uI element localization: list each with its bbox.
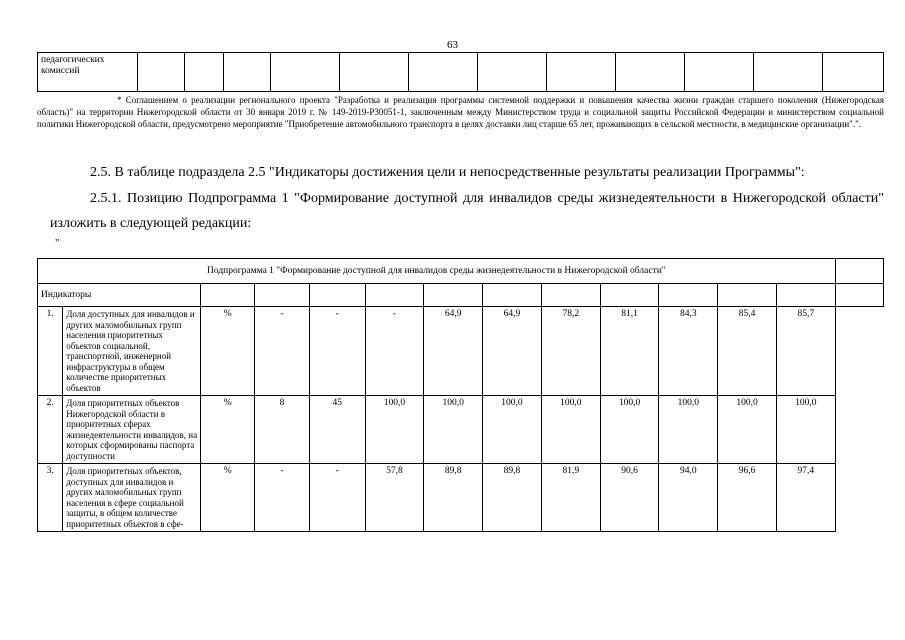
- value-cell: 100,0: [365, 396, 424, 464]
- table-cell: [424, 284, 483, 307]
- table-cell: [224, 53, 271, 92]
- value-cell: 89,8: [424, 464, 483, 532]
- table-row: [38, 464, 884, 532]
- table-cell: [185, 53, 224, 92]
- unit-cell: %: [201, 307, 255, 396]
- value-cell: 81,1: [600, 307, 659, 396]
- value-cell: -: [365, 307, 424, 396]
- value-cell: 89,8: [483, 464, 542, 532]
- value-cell: 78,2: [541, 307, 600, 396]
- paragraph: 2.5. В таблице подраздела 2.5 "Индикаторы достижения цели и непосредственные результаты реализации Программы":: [90, 165, 805, 180]
- value-cell: 100,0: [541, 396, 600, 464]
- indicator-name: Доля приоритетных объектов Нижегородской области в приоритетных сферах жизнедеятельности инвалидов, на которых сформированы паспорта доступности: [63, 396, 201, 464]
- unit-cell: %: [201, 464, 255, 532]
- value-cell: 100,0: [483, 396, 542, 464]
- value-cell: -: [255, 307, 310, 396]
- table-cell: [659, 284, 718, 307]
- page-number: 63: [447, 39, 458, 51]
- footnote: * Соглашением о реализации регионального проекта "Разработка и реализация программы системной поддержки и повышения качества жизни граждан старшего поколения (Нижегородская область)" на территории Нижегородской области от 30 января 2019 г. № 149-2019-P30051-1, заключенным между Министерством труда и социальной защиты Российской Федерации и министерством социальной политики Нижегородской области, предусмотрено мероприятие "Приобретение автомобильного транспорта в целях доставки лиц старше 65 лет, проживающих в сельской местности, в медицинские организации".".: [37, 95, 884, 129]
- table-cell: [201, 284, 255, 307]
- table-cell: [409, 53, 478, 92]
- table-cell: [835, 284, 883, 307]
- value-cell: 85,7: [776, 307, 835, 396]
- value-cell: 94,0: [659, 464, 718, 532]
- value-cell: 90,6: [600, 464, 659, 532]
- row-number: 1.: [38, 307, 63, 396]
- indicator-name: Доля приоритетных объектов, доступных для инвалидов и других маломобильных групп населения в сфере социальной защиты, в общем количестве приоритетных объектов в сфе-: [63, 464, 201, 532]
- indicator-name: Доля доступных для инвалидов и других маломобильных групп населения приоритетных объектов социальной, транспортной, инженерной инфраструктуры в общем количестве приоритетных объектов: [63, 307, 201, 396]
- table-cell: [616, 53, 685, 92]
- top-table: [37, 52, 884, 92]
- table-cell: [309, 284, 365, 307]
- value-cell: 100,0: [718, 396, 777, 464]
- table-cell: [754, 53, 823, 92]
- table-cell-label: педагогических комиссий: [38, 53, 138, 92]
- table-cell: [685, 53, 754, 92]
- table-cell: [718, 284, 777, 307]
- value-cell: 81,9: [541, 464, 600, 532]
- row-number: 3.: [38, 464, 63, 532]
- subprogram-title: Подпрограмма 1 "Формирование доступной для инвалидов среды жизнедеятельности в Нижегородской области": [38, 259, 836, 284]
- value-cell: -: [255, 464, 310, 532]
- value-cell: 100,0: [600, 396, 659, 464]
- value-cell: -: [309, 307, 365, 396]
- value-cell: 64,9: [483, 307, 542, 396]
- value-cell: 45: [309, 396, 365, 464]
- row-number: 2.: [38, 396, 63, 464]
- value-cell: 84,3: [659, 307, 718, 396]
- table-cell: [340, 53, 409, 92]
- table-row: [38, 307, 884, 396]
- table-cell: [823, 53, 884, 92]
- table-cell: [600, 284, 659, 307]
- table-title-row: [38, 259, 884, 284]
- table-cell: [255, 284, 310, 307]
- table-row: [38, 53, 884, 92]
- table-cell: [365, 284, 424, 307]
- table-cell: [776, 284, 835, 307]
- table-cell: [478, 53, 547, 92]
- value-cell: 85,4: [718, 307, 777, 396]
- table-cell: [835, 259, 883, 284]
- indicators-label: Индикаторы: [38, 284, 201, 307]
- table-cell: [541, 284, 600, 307]
- paragraph: 2.5.1. Позицию Подпрограмма 1 "Формирование доступной для инвалидов среды жизнедеятельности в Нижегородской области" изложить в следующей редакции:: [50, 191, 884, 231]
- table-cell: [271, 53, 340, 92]
- value-cell: 100,0: [776, 396, 835, 464]
- value-cell: 8: [255, 396, 310, 464]
- value-cell: 97,4: [776, 464, 835, 532]
- value-cell: -: [309, 464, 365, 532]
- unit-cell: %: [201, 396, 255, 464]
- table-cell: [547, 53, 616, 92]
- open-quote: ": [55, 237, 60, 249]
- value-cell: 96,6: [718, 464, 777, 532]
- table-row: [38, 284, 884, 307]
- table-cell: [483, 284, 542, 307]
- value-cell: 57,8: [365, 464, 424, 532]
- value-cell: 100,0: [424, 396, 483, 464]
- indicators-table: [37, 258, 884, 532]
- table-row: [38, 396, 884, 464]
- value-cell: 64,9: [424, 307, 483, 396]
- table-cell: [138, 53, 185, 92]
- value-cell: 100,0: [659, 396, 718, 464]
